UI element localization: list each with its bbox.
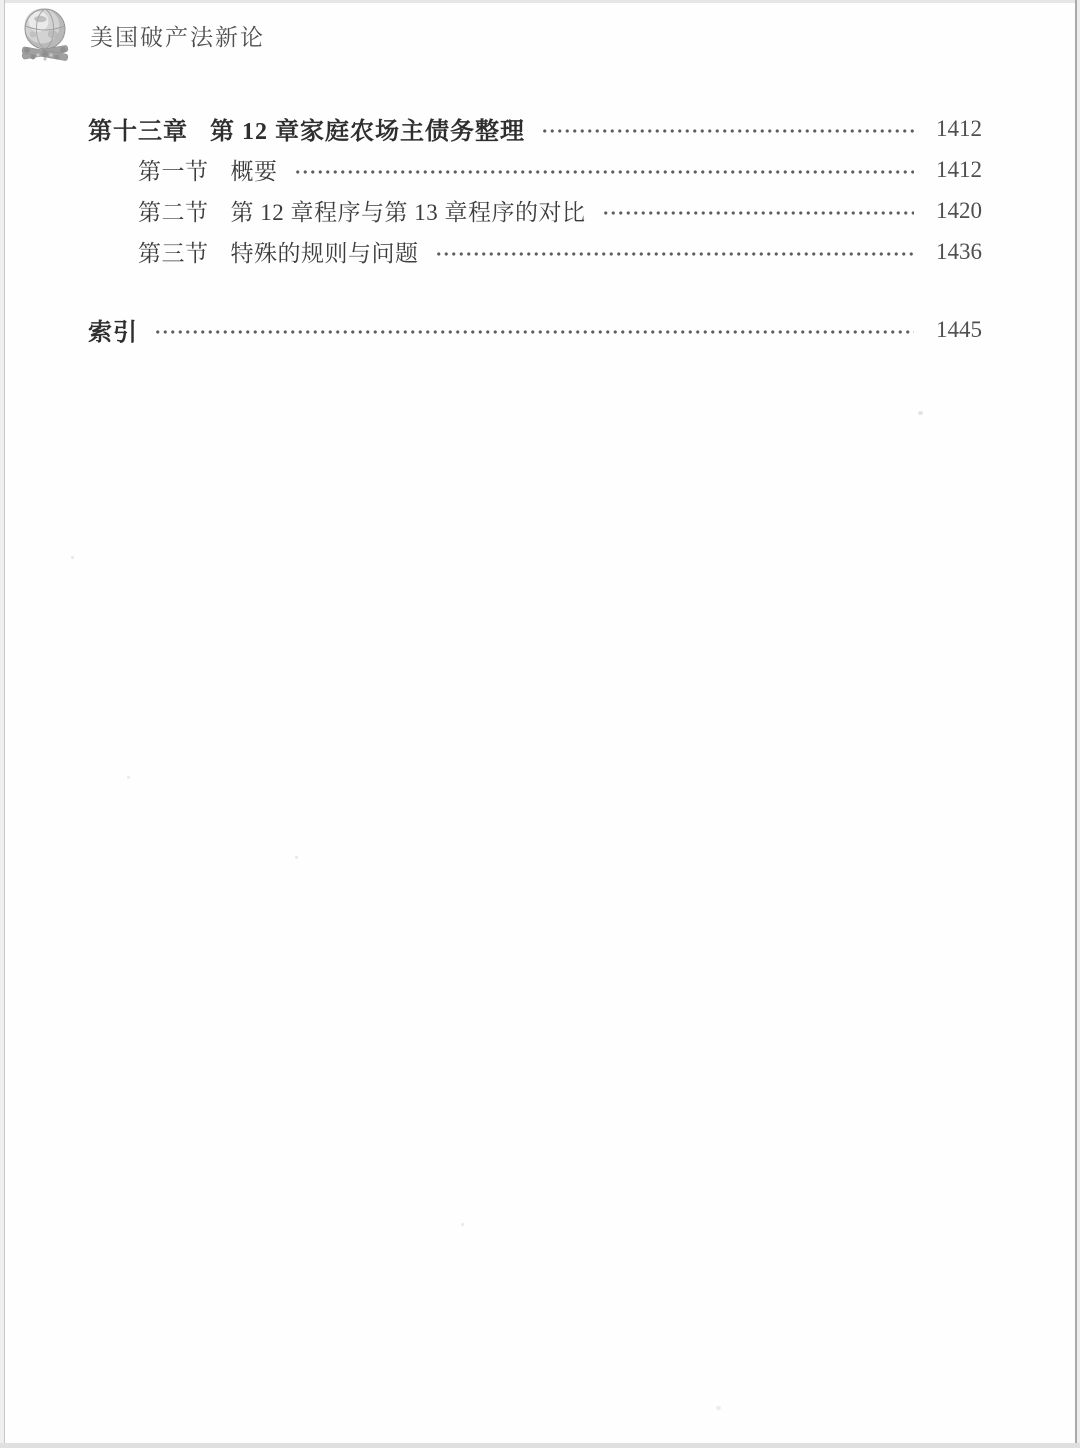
page-number: 1412: [936, 156, 982, 182]
scan-edge-left: [0, 0, 5, 1448]
chapter-label: 第十三章: [88, 119, 188, 145]
scan-speck: [918, 411, 923, 415]
globe-gavel-logo-icon: [18, 7, 72, 63]
scan-edge-top: [0, 0, 1080, 3]
dot-leader: [154, 327, 914, 337]
dot-leader: [435, 249, 915, 259]
toc-chapter-row: [88, 112, 982, 145]
section-label: 第一节: [138, 159, 209, 184]
chapter-title: 第 12 章家庭农场主债务整理: [210, 119, 525, 145]
dot-leader: [602, 208, 915, 218]
table-of-contents: [88, 112, 982, 354]
section-label: 第二节: [138, 200, 209, 225]
toc-section-row: [88, 153, 982, 186]
page-header: [18, 6, 265, 64]
scan-speck: [71, 556, 74, 559]
scan-edge-right: [1075, 0, 1077, 1448]
scan-speck: [295, 856, 298, 859]
dot-leader: [294, 167, 915, 177]
page-number: 1412: [936, 115, 982, 141]
section-title: 第 12 章程序与第 13 章程序的对比: [230, 200, 586, 225]
section-label: 第三节: [138, 241, 209, 266]
dot-leader: [541, 126, 914, 136]
scan-edge-bottom: [0, 1443, 1080, 1448]
toc-index-row: [88, 313, 982, 346]
book-title: 美国破产法新论: [90, 24, 265, 50]
index-label: 索引: [88, 320, 138, 346]
page-number: 1420: [936, 197, 982, 223]
toc-section-row: [88, 235, 982, 268]
scan-speck: [127, 776, 130, 779]
section-title: 概要: [230, 159, 278, 184]
scan-speck: [461, 1223, 464, 1226]
scan-speck: [716, 1406, 721, 1410]
toc-section-row: [88, 194, 982, 227]
page-number: 1436: [936, 238, 982, 264]
section-title: 特殊的规则与问题: [230, 241, 419, 266]
page-number: 1445: [936, 316, 982, 342]
